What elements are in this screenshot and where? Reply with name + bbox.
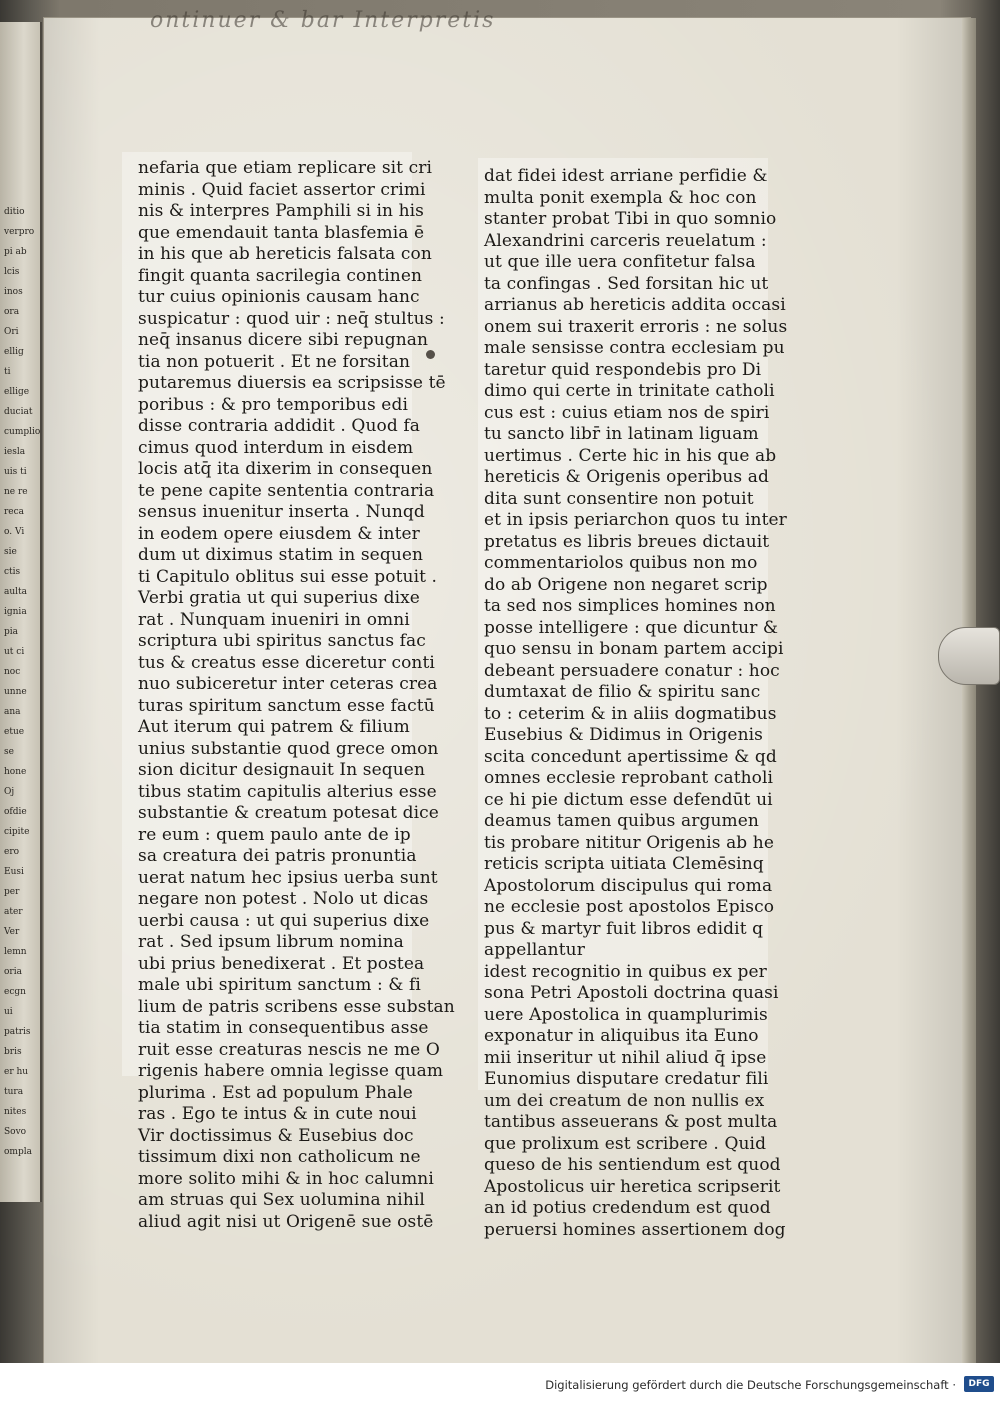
text-line: appellantur [484, 940, 585, 960]
left-page-fragment: lemn [4, 947, 27, 957]
left-page-fragment: per [4, 887, 20, 897]
text-column-left [138, 158, 455, 1233]
text-line: dita sunt consentire non potuit [484, 488, 754, 509]
text-line: dimo qui certe in trinitate catholi [484, 381, 775, 401]
text-line: Apostolorum discipulus qui roma [484, 875, 773, 896]
left-page-fragment: verpro [4, 227, 35, 237]
text-line: negare non potest . Nolo ut dicas [138, 889, 429, 909]
text-line: an id potius credendum est quod [484, 1198, 771, 1218]
text-line: ne ecclesie post apostolos Episco [484, 897, 775, 917]
text-line: male sensisse contra ecclesiam pu [484, 338, 785, 358]
left-page-fragment: ne re [4, 487, 28, 497]
left-page-fragment: hone [4, 767, 27, 777]
text-line: locis atq̄ ita dixerim in consequen [138, 459, 433, 479]
left-page-fragment: Sovo [4, 1127, 27, 1137]
text-line: Eunomius disputare credatur fili [484, 1069, 769, 1089]
text-line: pretatus es libris breues dictauit [484, 531, 770, 552]
text-line: tia non potuerit . Et ne forsitan [138, 351, 410, 372]
text-line: do ab Origene non negaret scrip [484, 574, 768, 595]
text-line: tus & creatus esse diceretur conti [138, 652, 435, 673]
text-line: peruersi homines assertionem dog [484, 1219, 786, 1240]
text-line: rat . Nunquam inueniri in omni [138, 609, 410, 630]
text-line: sona Petri Apostoli doctrina quasi [484, 983, 779, 1003]
text-line: scriptura ubi spiritus sanctus fac [138, 631, 426, 651]
text-line: ruit esse creaturas nescis ne me O [138, 1039, 440, 1060]
text-line: um dei creatum de non nullis ex [484, 1090, 765, 1111]
left-page-fragment: ui [4, 1007, 13, 1017]
text-line: sensus inuenitur inserta . Nunqd [138, 502, 425, 522]
text-line: ti Capitulo oblitus sui esse potuit . [138, 566, 438, 587]
text-line: onem sui traxerit erroris : ne solus [484, 316, 788, 337]
footer-bar [0, 1363, 1000, 1415]
left-page-fragment: cipite [4, 827, 30, 837]
left-page-fragment: ater [4, 907, 23, 917]
left-page-fragment: ut ci [4, 647, 25, 657]
text-line: deamus tamen quibus argumen [484, 811, 759, 831]
text-line: fingit quanta sacrilegia continen [138, 265, 423, 286]
left-page-fragment: ditio [4, 207, 25, 217]
left-page-fragment: Ori [4, 327, 19, 337]
text-line: tur cuius opinionis causam hanc [138, 287, 420, 307]
left-page-fragment: ero [4, 847, 20, 857]
text-line: rat . Sed ipsum librum nomina [138, 932, 404, 952]
text-line: uerbi causa : ut qui superius dixe [138, 910, 430, 931]
text-line: multa ponit exempla & hoc con [484, 187, 757, 208]
footer-credit: Digitalisierung gefördert durch die Deutsche Forschungsgemeinschaft · [545, 1378, 956, 1392]
text-line: uertimus . Certe hic in his que ab [484, 445, 777, 466]
text-line: ce hi pie dictum esse defendūt ui [484, 789, 773, 810]
left-page-fragment: uis ti [4, 467, 27, 477]
text-line: tibus statim capitulis alterius esse [138, 781, 437, 802]
text-line: dumtaxat de filio & spiritu sanc [484, 682, 761, 702]
text-line: unius substantie quod grece omon [138, 738, 439, 759]
text-line: in eodem opere eiusdem & inter [138, 523, 420, 544]
text-line: taretur quid respondebis pro Di [484, 359, 762, 380]
dfg-logo: DFG [964, 1376, 994, 1392]
text-line: turas spiritum sanctum esse factū [138, 695, 435, 716]
text-line: tissimum dixi non catholicum ne [138, 1147, 421, 1167]
text-line: posse intelligere : que dicuntur & [484, 617, 779, 638]
text-line: substantie & creatum potesat dice [138, 803, 439, 823]
text-line: plurima . Est ad populum Phale [138, 1082, 413, 1103]
text-line: minis . Quid faciet assertor crimi [138, 179, 426, 200]
text-line: sion dicitur designauit In sequen [138, 760, 426, 780]
text-line: ut que ille uera confitetur falsa [484, 252, 756, 272]
text-line: mii inseritur ut nihil aliud q̄ ipse [484, 1047, 767, 1068]
text-line: to : ceterim & in aliis dogmatibus [484, 703, 777, 724]
left-page-fragment: reca [4, 507, 25, 517]
left-page-fragment: oria [4, 967, 22, 977]
text-line: nis & interpres Pamphili si in his [138, 201, 424, 221]
left-page-fragment: patris [4, 1027, 31, 1037]
text-line: Aut iterum qui patrem & filium [138, 717, 410, 737]
text-line: nefaria que etiam replicare sit cri [138, 158, 432, 178]
text-line: ta confingas . Sed forsitan hic ut [484, 273, 769, 294]
text-line: Verbi gratia ut qui superius dixe [138, 588, 420, 608]
text-line: lium de patris scribens esse substan [138, 996, 455, 1017]
text-line: que prolixum est scribere . Quid [484, 1133, 767, 1154]
text-line: uerat natum hec ipsius uerba sunt [138, 867, 438, 888]
text-line: ras . Ego te intus & in cute noui [138, 1104, 417, 1124]
text-line: et in ipsis periarchon quos tu inter [484, 510, 787, 530]
text-line: tu sancto libr̄ in latinam liguam [484, 424, 759, 444]
left-page-fragment: Ver [4, 927, 20, 937]
left-page-fragment: Eusi [4, 867, 24, 877]
text-line: am struas qui Sex uolumina nihil [138, 1190, 425, 1210]
left-page-fragment: aulta [4, 587, 28, 597]
pin-hole [426, 350, 435, 359]
text-line: Apostolicus uir heretica scripserit [484, 1176, 781, 1197]
left-page-fragment: ctis [4, 567, 21, 577]
text-line: neq̄ insanus dicere sibi repugnan [138, 330, 429, 350]
left-page-fragment: ignia [4, 607, 27, 617]
text-line: in his que ab hereticis falsata con [138, 244, 432, 264]
text-line: stanter probat Tibi in quo somnio [484, 209, 777, 229]
text-column-right [484, 166, 788, 1241]
text-line: rigenis habere omnia legisse quam [138, 1061, 444, 1081]
text-line: arrianus ab hereticis addita occasi [484, 295, 786, 315]
text-line: poribus : & pro temporibus edi [138, 394, 408, 415]
text-line: pus & martyr fuit libros edidit q [484, 918, 764, 939]
text-line: tantibus asseuerans & post multa [484, 1112, 778, 1132]
text-line: re eum : quem paulo ante de ip [138, 824, 411, 845]
text-line: idest recognitio in quibus ex per [484, 961, 767, 982]
text-line: putaremus diuersis ea scripsisse tē [138, 373, 446, 393]
text-line: more solito mihi & in hoc calumni [138, 1168, 434, 1189]
left-page-edge [0, 22, 42, 1202]
left-page-fragment: ecgn [4, 987, 26, 997]
left-page-fragment: pi ab [4, 247, 27, 257]
left-page-fragment: er hu [4, 1067, 29, 1077]
left-page-fragment: ellige [4, 387, 30, 397]
left-page-fragment: tura [4, 1087, 24, 1097]
left-page-fragment: o. Vi [4, 527, 25, 537]
left-page-fragment: se [4, 747, 14, 757]
text-line: Alexandrini carceris reuelatum : [484, 230, 767, 251]
left-page-fragment: sie [4, 547, 17, 557]
text-line: reticis scripta uitiata Clemēsinq [484, 854, 764, 874]
text-line: scita concedunt apertissime & qd [484, 746, 777, 767]
left-page-fragment: ora [4, 307, 20, 317]
left-page-fragment: ana [4, 707, 21, 717]
left-page-fragment: ellig [4, 347, 24, 357]
text-line: tis probare nititur Origenis ab he [484, 832, 775, 853]
text-line: nuo subiceretur inter ceteras crea [138, 674, 438, 694]
text-line: debeant persuadere conatur : hoc [484, 660, 780, 681]
paper-clip-tab [938, 627, 1000, 685]
left-page-fragment: ofdie [4, 807, 27, 817]
text-line: male ubi spiritum sanctum : & fi [138, 975, 421, 995]
text-line: ubi prius benedixerat . Et postea [138, 953, 425, 974]
text-line: quo sensu in bonam partem accipi [484, 639, 784, 659]
text-line: queso de his sentiendum est quod [484, 1155, 781, 1175]
left-page-fragment: pia [4, 627, 19, 637]
text-line: omnes ecclesie reprobant catholi [484, 768, 774, 788]
left-page-fragment: inos [4, 287, 23, 297]
left-page-fragment: bris [4, 1047, 22, 1057]
left-page-fragment: Oj [4, 787, 15, 797]
left-page-fragment: nites [4, 1107, 27, 1117]
text-line: que emendauit tanta blasfemia ē [138, 222, 425, 243]
text-line: dum ut diximus statim in sequen [138, 545, 424, 565]
text-line: ta sed nos simplices homines non [484, 596, 776, 616]
text-line: exponatur in aliquibus ita Euno [484, 1026, 759, 1046]
left-page-fragment: ti [4, 367, 11, 377]
left-page-fragment: ompla [4, 1147, 32, 1157]
text-line: uere Apostolica in quamplurimis [484, 1004, 768, 1025]
left-page-fragment: etue [4, 727, 25, 737]
text-line: Vir doctissimus & Eusebius doc [138, 1125, 414, 1146]
text-line: suspicatur : quod uir : neq̄ stultus : [138, 308, 445, 329]
running-head: ontinuer & bar Interpretis [150, 8, 496, 33]
text-line: cus est : cuius etiam nos de spiri [484, 402, 770, 423]
left-page-fragment: unne [4, 687, 27, 697]
text-line: sa creatura dei patris pronuntia [138, 846, 417, 866]
text-line: hereticis & Origenis operibus ad [484, 467, 769, 487]
left-page-fragment: noc [4, 667, 21, 677]
left-page-fragment: cumplio [4, 427, 41, 437]
text-line: cimus quod interdum in eisdem [138, 437, 414, 458]
text-line: commentariolos quibus non mo [484, 553, 758, 573]
text-line: tia statim in consequentibus asse [138, 1018, 429, 1038]
left-page-fragment: lcis [4, 267, 20, 277]
text-line: aliud agit nisi ut Origenē sue ostē [138, 1211, 434, 1232]
left-page-fragment: duciat [4, 407, 33, 417]
text-line: te pene capite sententia contraria [138, 480, 435, 501]
text-line: dat fidei idest arriane perfidie & [484, 166, 768, 186]
text-line: disse contraria addidit . Quod fa [138, 416, 420, 436]
page-fore-edge [962, 18, 976, 1363]
left-page-fragment: iesla [4, 447, 26, 457]
text-line: Eusebius & Didimus in Origenis [484, 725, 764, 745]
